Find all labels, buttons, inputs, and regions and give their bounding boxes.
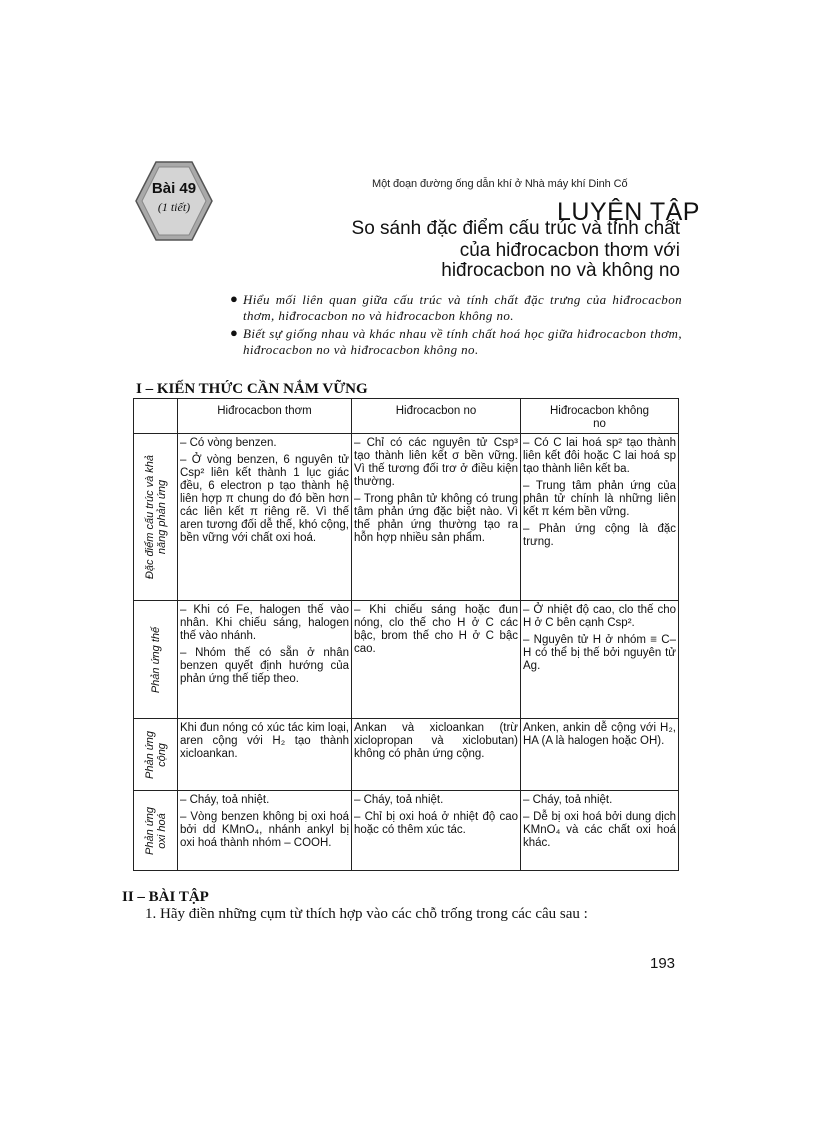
column-header: Hiđrocacbon thơm [178, 399, 352, 434]
table-row [134, 719, 679, 791]
column-header: Hiđrocacbon không no [521, 399, 679, 434]
lesson-number: Bài 49 [151, 180, 197, 197]
table-cell: Ankan và xicloankan (trừ xiclopropan và xiclobutan) không có phản ứng cộng. [352, 719, 521, 791]
table-cell: Anken, ankin dễ cộng với H₂, HA (A là halogen hoặc OH). [521, 719, 679, 791]
table-header-row [134, 399, 679, 434]
page-number: 193 [650, 955, 676, 972]
objective-item: ● Hiểu mối liên quan giữa cấu trúc và tính chất đặc trưng của hiđrocacbon thơm, hiđrocacbon no và hiđrocacbon không no. [230, 291, 682, 323]
objectives-list [230, 292, 682, 360]
table-row [134, 601, 679, 719]
table-cell: – Khi có Fe, halogen thế vào nhân. Khi chiếu sáng, halogen thế vào nhánh. – Nhóm thế có sẵn ở nhân benzen quyết định hướng của phản ứng thế tiếp theo. [178, 601, 352, 719]
lesson-badge [134, 160, 214, 242]
bullet-icon: ● [230, 291, 239, 306]
header-corner [134, 399, 178, 434]
row-header: Đặc điểm cấu trúc và khả năng phản ứng [134, 434, 178, 601]
table-row [134, 434, 679, 601]
objective-item: ● Biết sự giống nhau và khác nhau về tính chất hoá học giữa hiđrocacbon thơm, hiđrocacbon no và hiđrocacbon không no. [230, 325, 682, 357]
comparison-table [133, 398, 679, 871]
section-heading-knowledge: I – KIẾN THỨC CẦN NẮM VỮNG [136, 381, 368, 397]
table-row [134, 791, 679, 871]
subtitle-line-2: của hiđrocacbon thơm với [459, 240, 680, 261]
column-header: Hiđrocacbon no [352, 399, 521, 434]
table-cell: – Có C lai hoá sp² tạo thành liên kết đôi hoặc C lai hoá sp tạo thành liên kết ba. – Trung tâm phản ứng của phân tử chính là những liên kết π kém bền vững. – Phản ứng cộng là đặc trưng. [521, 434, 679, 601]
row-header: Phản ứng cộng [134, 719, 178, 791]
table-cell: – Cháy, toả nhiệt. – Dễ bị oxi hoá bởi dung dịch KMnO₄ và các chất oxi hoá khác. [521, 791, 679, 871]
photo-caption: Một đoạn đường ống dẫn khí ở Nhà máy khí Dinh Cố [372, 178, 628, 190]
table-cell: – Có vòng benzen. – Ở vòng benzen, 6 nguyên tử Csp² liên kết thành 1 lục giác đều, 6 electron p tạo thành hệ liên hợp π chung do đó bền hơn các liên kết π riêng rẽ. Vì thế aren tương đối dễ thế, khó cộng, bền vững với chất oxi hoá. [178, 434, 352, 601]
table-cell: – Cháy, toả nhiệt. – Vòng benzen không bị oxi hoá bởi dd KMnO₄, nhánh ankyl bị oxi hoá thành nhóm – COOH. [178, 791, 352, 871]
page-title: LUYỆN TẬP [557, 198, 700, 226]
row-header: Phản ứng oxi hoá [134, 791, 178, 871]
table-cell: – Cháy, toả nhiệt. – Chỉ bị oxi hoá ở nhiệt độ cao hoặc có thêm xúc tác. [352, 791, 521, 871]
lesson-duration: (1 tiết) [157, 200, 191, 214]
subtitle-line-1: So sánh đặc điểm cấu trúc và tính chất [351, 218, 680, 239]
subtitle-line-3: hiđrocacbon no và không no [441, 260, 680, 281]
exercise-question-1: 1. Hãy điền những cụm từ thích hợp vào các chỗ trống trong các câu sau : [145, 906, 588, 922]
section-heading-exercises: II – BÀI TẬP [122, 889, 209, 905]
table-cell: – Chỉ có các nguyên tử Csp³ tạo thành liên kết σ bền vững. Vì thế tương đối trơ ở điều kiện thường. – Trong phân tử không có trung tâm phản ứng đặc biệt nào. Vì thế phản ứng thường tạo ra hỗn hợp nhiều sản phẩm. [352, 434, 521, 601]
table-cell: – Khi chiếu sáng hoặc đun nóng, clo thế cho H ở C các bậc, brom thế cho H ở C bậc cao. [352, 601, 521, 719]
row-header: Phản ứng thế [134, 601, 178, 719]
table-cell: Khi đun nóng có xúc tác kim loại, aren cộng với H₂ tạo thành xicloankan. [178, 719, 352, 791]
bullet-icon: ● [230, 325, 239, 340]
table-cell: – Ở nhiệt độ cao, clo thế cho H ở C bên cạnh Csp². – Nguyên tử H ở nhóm ≡ C–H có thể bị thế bởi nguyên tử Ag. [521, 601, 679, 719]
